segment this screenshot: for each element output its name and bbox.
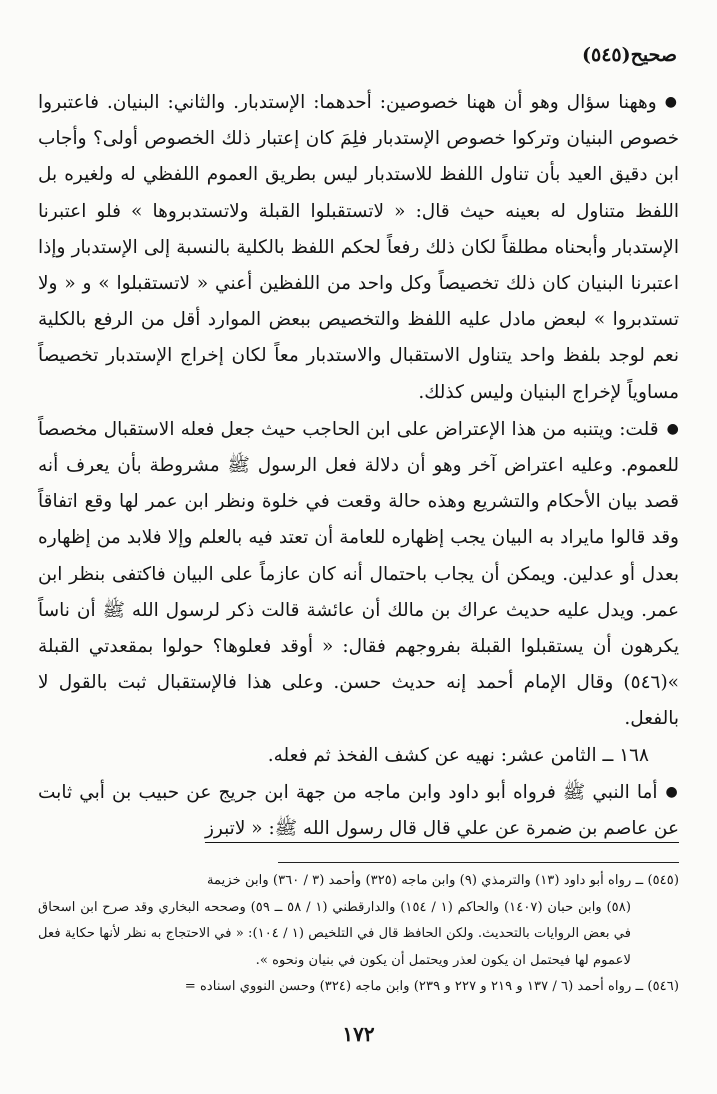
footnote-546: (٥٤٦) ــ رواه أحمد (٦ / ١٣٧ و ٢١٩ و ٢٢٧ و ٢٣٩) وابن ماجه (٣٢٤) وحسن النووي اسناده = (184, 979, 679, 994)
footnotes (38, 868, 679, 1001)
hadith-text: أما النبي ﷺ فرواه أبو داود وابن ماجه من جهة ابن جريج عن حبيب بن أبي ثابت (38, 781, 658, 803)
page-number: ١٧٢ (342, 1022, 375, 1046)
footnote-545-continued: (٥٨) وابن حبان (١٤٠٧) والحاكم (١ / ١٥٤) والدارقطني (١ / ٥٨ ــ ٥٩) وصححه البخاري وقد صرح ابن اسحاق في بعض الروايات بالتحديث. ولكن الحافظ قال في التلخيص (١ / ١٠٤): « في الاحتجاج به نظر لأنها حكاية فعل لاعموم لها فيحتمل ان يكون لعذر ويحتمل أن يكون في بنيان ونحوه ». (38, 899, 632, 968)
main-text (38, 84, 679, 847)
hadith-underlined-text: عن عاصم بن ضمرة عن علي قال قال رسول الله ﷺ: « لاتبرز (204, 818, 679, 840)
section-heading: ١٦٨ ــ الثامن عشر: نهيه عن كشف الفخذ ثم فعله. (267, 744, 649, 766)
paragraph-hadith (38, 774, 679, 847)
book-page (38, 0, 679, 1094)
footnote-545: (٥٤٥) ــ رواه أبو داود (١٣) والترمذي (٩) وابن ماجه (٣٢٥) وأحمد (٣ / ٣٦٠) وابن خزيمة (206, 873, 679, 888)
running-header: صحيح(٥٤٥) (581, 44, 677, 66)
footnote-divider (278, 862, 679, 863)
paragraph-question: ● وههنا سؤال وهو أن ههنا خصوصين: أحدهما: الإستدبار. والثاني: البنيان. فاعتبروا خصوص البنيان وتركوا خصوص الإستدبار فلِمَ كان إعتبار ذلك الخصوص أولى؟ وأجاب ابن دقيق العيد بأن تناول اللفظ للاستدبار ليس بطريق العموم اللفظي له ولغيره بل اللفظ متناول له بعينه حيث قال: « لاتستقبلوا القبلة ولاتستدبروها » فلو اعتبرنا الإستدبار وأبحناه مطلقاً لكان ذلك رفعاً لحكم اللفظ بالكلية بالنسبة إلى الإستدبار وإذا اعتبرنا البنيان كان ذلك تخصيصاً وكل واحد من اللفظين أعني « لاتستقبلوا » و « ولا تستدبروا » لبعض مادل عليه اللفظ والتخصيص ببعض الموارد أقل من الرفع بالكلية نعم لوجد بلفظ واحد يتناول الاستقبال والاستدبار معاً لكان إخراج الإستدبار تخصيصاً مساوياً لإخراج البنيان وليس كذلك. (38, 84, 679, 411)
paragraph-objection: ● قلت: ويتنبه من هذا الإعتراض على ابن الحاجب حيث جعل فعله الاستقبال مخصصاً للعموم. وعليه اعتراض آخر وهو أن دلالة فعل الرسول ﷺ مشروطة بأن يعرف أنه قصد بيان الأحكام والتشريع وهذه حالة وقعت في خلوة ونظر ابن عمر لها وقع اتفاقاً وقد قالوا مايراد به البيان يجب إظهاره للعامة أن تعتد فيه بالعلم وإلا فلابد من إظهاره بعدل أو عدلين. ويمكن أن يجاب باحتمال أنه كان عازماً على البيان فاكتفى بنظر ابن عمر. ويدل عليه حديث عراك بن مالك أن عائشة قالت ذكر لرسول الله ﷺ أن ناساً يكرهون أن يستقبلوا القبلة بفروجهم فقال: « أوقد فعلوها؟ حولوا بمقعدتي القبلة »(٥٤٦) وقال الإمام أحمد إنه حديث حسن. وعلى هذا فالإستقبال ثبت بالقول لا بالفعل. (38, 411, 679, 738)
